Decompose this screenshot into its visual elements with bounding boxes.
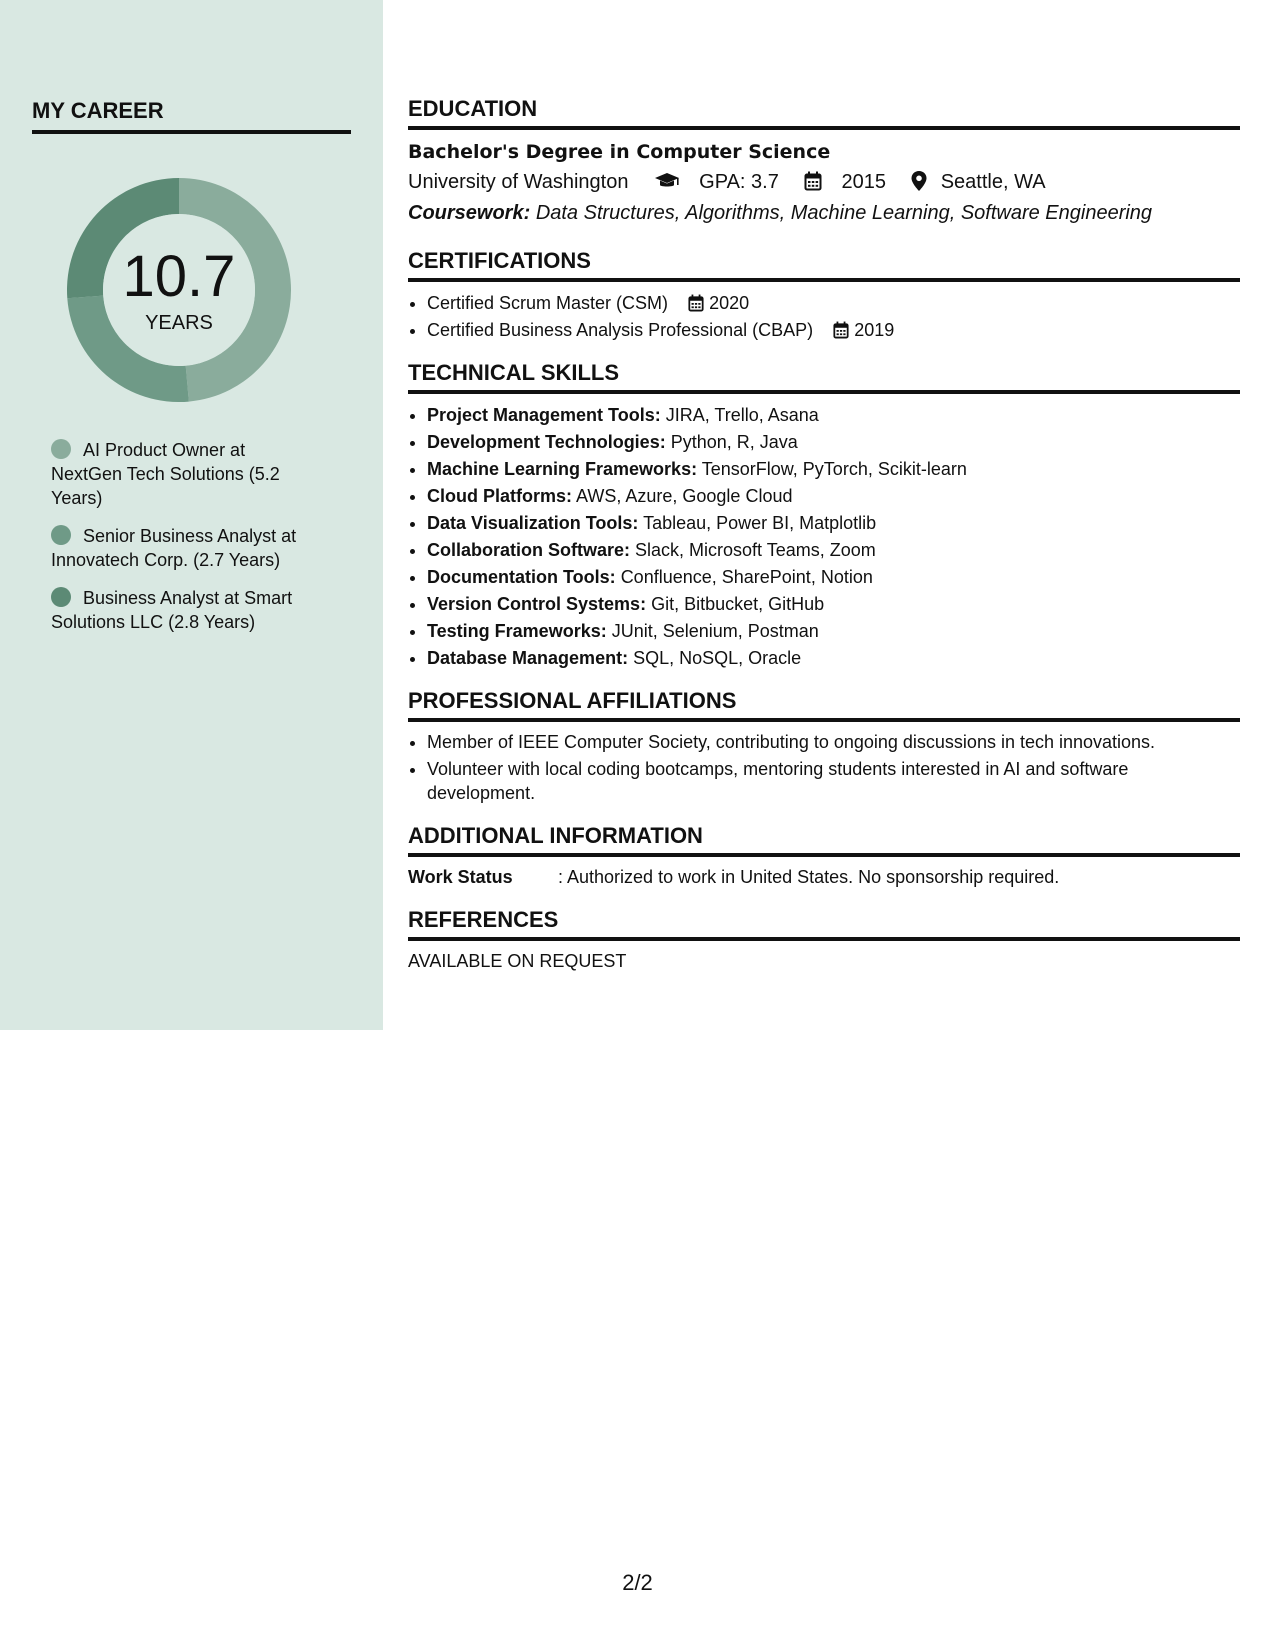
work-status-label: Work Status bbox=[408, 867, 513, 887]
calendar-icon bbox=[804, 171, 822, 191]
career-title: MY CAREER bbox=[32, 98, 351, 134]
affiliations-title: PROFESSIONAL AFFILIATIONS bbox=[408, 688, 1240, 722]
career-legend bbox=[51, 438, 321, 648]
certifications-list bbox=[408, 290, 1240, 344]
skill-label: Version Control Systems: bbox=[427, 594, 647, 614]
location: Seattle, WA bbox=[940, 171, 1046, 193]
list-item: • Member of IEEE Computer Society, contributing to ongoing discussions in tech innovations. bbox=[427, 730, 1240, 754]
references-title: REFERENCES bbox=[408, 907, 1240, 941]
list-item bbox=[427, 483, 1240, 510]
technical-skills-title: TECHNICAL SKILLS bbox=[408, 360, 1240, 394]
references-text: AVAILABLE ON REQUEST bbox=[408, 951, 627, 971]
list-item bbox=[427, 591, 1240, 618]
skill-value: Confluence, SharePoint, Notion bbox=[620, 567, 873, 587]
skill-value: JUnit, Selenium, Postman bbox=[611, 621, 819, 641]
list-item bbox=[427, 429, 1240, 456]
skill-label: Data Visualization Tools: bbox=[427, 513, 639, 533]
coursework bbox=[408, 198, 1240, 228]
technical-skills-list bbox=[408, 402, 1240, 672]
graduation-cap-icon bbox=[654, 171, 680, 191]
affiliations-list bbox=[408, 730, 1240, 805]
certification-name: Certified Business Analysis Professional (CBAP) bbox=[427, 320, 814, 340]
legend-item bbox=[51, 586, 321, 634]
skill-value: SQL, NoSQL, Oracle bbox=[633, 648, 802, 668]
total-years-value: 10.7 bbox=[122, 244, 236, 309]
skill-label: Collaboration Software: bbox=[427, 540, 631, 560]
skill-value: Python, R, Java bbox=[670, 432, 798, 452]
list-item bbox=[427, 456, 1240, 483]
skill-label: Development Technologies: bbox=[427, 432, 666, 452]
certifications-title: CERTIFICATIONS bbox=[408, 248, 1240, 282]
legend-label: Senior Business Analyst at Innovatech Corp. (2.7 Years) bbox=[51, 526, 297, 570]
work-status-value: : Authorized to work in United States. No sponsorship required. bbox=[558, 867, 1060, 887]
total-years-unit: YEARS bbox=[145, 312, 213, 334]
degree-name: Bachelor's Degree in Computer Science bbox=[408, 141, 831, 163]
list-item bbox=[427, 317, 1240, 344]
coursework-label: Coursework: bbox=[408, 202, 531, 224]
additional-info-title: ADDITIONAL INFORMATION bbox=[408, 823, 1240, 857]
calendar-icon bbox=[688, 294, 704, 312]
legend-item bbox=[51, 438, 321, 510]
list-item bbox=[427, 564, 1240, 591]
skill-label: Testing Frameworks: bbox=[427, 621, 607, 641]
skill-value: Tableau, Power BI, Matplotlib bbox=[643, 513, 877, 533]
list-item bbox=[427, 537, 1240, 564]
sidebar bbox=[0, 0, 383, 1030]
location-pin-icon bbox=[911, 171, 927, 191]
skill-label: Cloud Platforms: bbox=[427, 486, 573, 506]
certification-name: Certified Scrum Master (CSM) bbox=[427, 293, 669, 313]
gpa: GPA: 3.7 bbox=[699, 171, 779, 193]
page-number: 2/2 bbox=[622, 1570, 653, 1595]
legend-label: Business Analyst at Smart Solutions LLC (2.8 Years) bbox=[51, 588, 293, 632]
list-item bbox=[427, 645, 1240, 672]
skill-value: Slack, Microsoft Teams, Zoom bbox=[635, 540, 876, 560]
list-item bbox=[427, 402, 1240, 429]
legend-dot bbox=[51, 587, 71, 607]
skill-label: Project Management Tools: bbox=[427, 405, 661, 425]
career-donut-chart bbox=[67, 178, 291, 402]
skill-value: Git, Bitbucket, GitHub bbox=[651, 594, 825, 614]
certification-year: 2020 bbox=[709, 293, 750, 313]
graduation-year: 2015 bbox=[841, 171, 887, 193]
legend-label: AI Product Owner at NextGen Tech Solutions (5.2 Years) bbox=[51, 440, 280, 508]
list-item: • Volunteer with local coding bootcamps, mentoring students interested in AI and software development. bbox=[427, 757, 1240, 805]
main-content bbox=[408, 96, 1240, 973]
education-details bbox=[408, 166, 1240, 198]
skill-label: Database Management: bbox=[427, 648, 629, 668]
legend-item bbox=[51, 524, 321, 572]
university-name: University of Washington bbox=[408, 171, 629, 193]
certification-year: 2019 bbox=[854, 320, 895, 340]
list-item bbox=[427, 510, 1240, 537]
legend-dot bbox=[51, 439, 71, 459]
calendar-icon bbox=[833, 321, 849, 339]
skill-label: Machine Learning Frameworks: bbox=[427, 459, 698, 479]
education-title: EDUCATION bbox=[408, 96, 1240, 130]
skill-label: Documentation Tools: bbox=[427, 567, 616, 587]
work-status-row bbox=[408, 865, 1240, 889]
skill-value: JIRA, Trello, Asana bbox=[665, 405, 819, 425]
legend-dot bbox=[51, 525, 71, 545]
coursework-list: Data Structures, Algorithms, Machine Learning, Software Engineering bbox=[535, 202, 1153, 224]
skill-value: TensorFlow, PyTorch, Scikit-learn bbox=[701, 459, 967, 479]
skill-value: AWS, Azure, Google Cloud bbox=[576, 486, 793, 506]
list-item bbox=[427, 290, 1240, 317]
list-item bbox=[427, 618, 1240, 645]
